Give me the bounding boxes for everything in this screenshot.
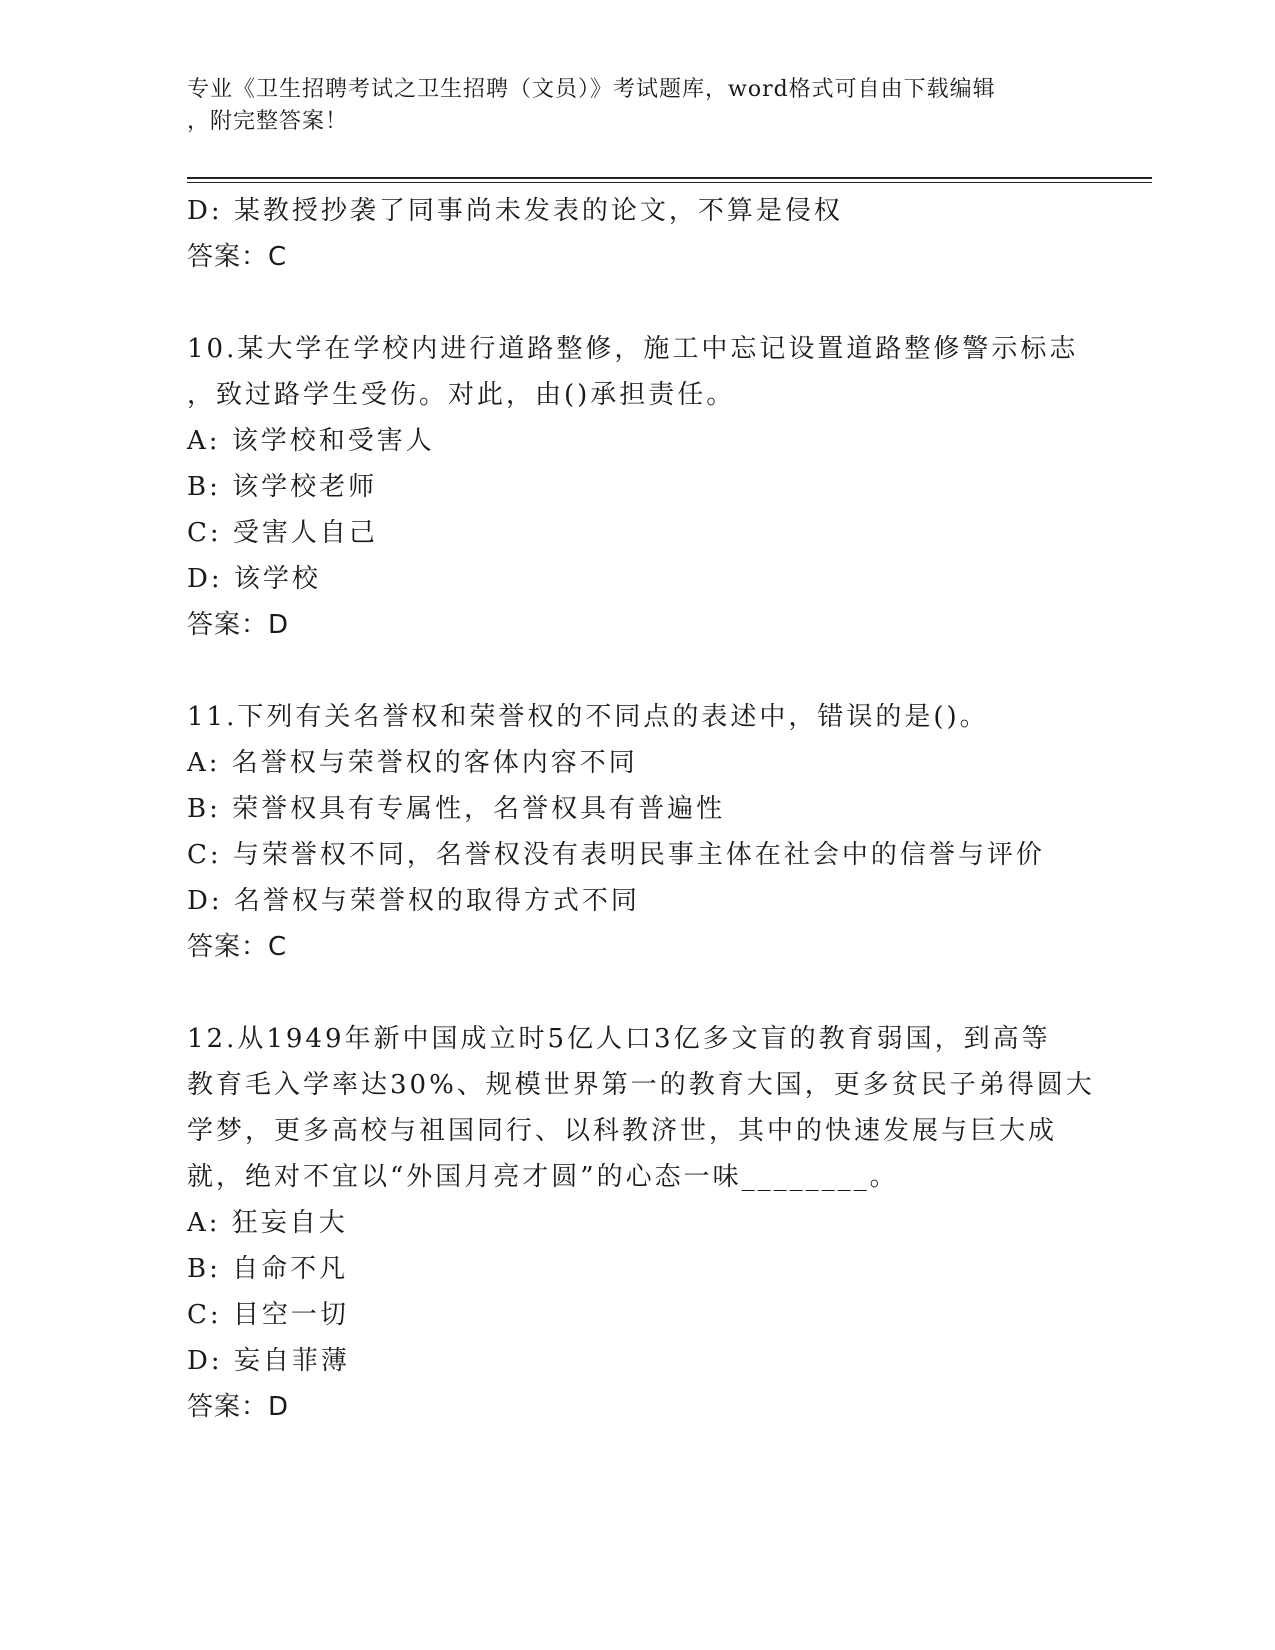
option-d: D: 名誉权与荣誉权的取得方式不同 bbox=[187, 886, 640, 916]
option-d: D: 该学校 bbox=[187, 564, 321, 594]
answer: 答案：D bbox=[187, 610, 290, 640]
question-text-line: 教育毛入学率达30%、规模世界第一的教育大国，更多贫民子弟得圆大 bbox=[187, 1070, 1095, 1100]
prev-option-d: D: 某教授抄袭了同事尚未发表的论文，不算是侵权 bbox=[187, 196, 843, 226]
question-text-line: 学梦，更多高校与祖国同行、以科教济世，其中的快速发展与巨大成 bbox=[187, 1116, 1058, 1146]
question-text-line: ，致过路学生受伤。对此，由()承担责任。 bbox=[187, 380, 736, 410]
answer: 答案：D bbox=[187, 1392, 290, 1422]
option-b: B: 自命不凡 bbox=[187, 1254, 349, 1284]
option-d: D: 妄自菲薄 bbox=[187, 1346, 350, 1376]
question-text-line: 11.下列有关名誉权和荣誉权的不同点的表述中，错误的是()。 bbox=[187, 702, 989, 732]
option-a: A: 该学校和受害人 bbox=[187, 426, 435, 456]
question-11 bbox=[187, 694, 1087, 970]
answer: 答案：C bbox=[187, 932, 288, 962]
prev-answer: 答案：C bbox=[187, 242, 288, 272]
option-c: C: 与荣誉权不同，名誉权没有表明民事主体在社会中的信誉与评价 bbox=[187, 840, 1045, 870]
question-text-line: 10.某大学在学校内进行道路整修，施工中忘记设置道路整修警示标志 bbox=[187, 334, 1079, 364]
question-text-line: 12.从1949年新中国成立时5亿人口3亿多文盲的教育弱国，到高等 bbox=[187, 1024, 1051, 1054]
option-a: A: 名誉权与荣誉权的客体内容不同 bbox=[187, 748, 638, 778]
document-header bbox=[187, 74, 1067, 138]
header-line-1: 专业《卫生招聘考试之卫生招聘（文员）》考试题库，word格式可自由下载编辑 bbox=[187, 77, 996, 102]
question-content bbox=[187, 188, 1095, 1430]
option-b: B: 该学校老师 bbox=[187, 472, 378, 502]
option-c: C: 目空一切 bbox=[187, 1300, 349, 1330]
header-divider-thick bbox=[187, 177, 1152, 179]
question-10 bbox=[187, 326, 1087, 648]
option-c: C: 受害人自己 bbox=[187, 518, 378, 548]
header-line-2: ，附完整答案！ bbox=[187, 109, 349, 134]
question-12 bbox=[187, 1016, 1095, 1430]
question-text-line: 就，绝对不宜以“外国月亮才圆”的心态一味________。 bbox=[187, 1162, 899, 1192]
option-b: B: 荣誉权具有专属性，名誉权具有普遍性 bbox=[187, 794, 726, 824]
option-a: A: 狂妄自大 bbox=[187, 1208, 348, 1238]
header-divider-thin bbox=[187, 182, 1152, 183]
